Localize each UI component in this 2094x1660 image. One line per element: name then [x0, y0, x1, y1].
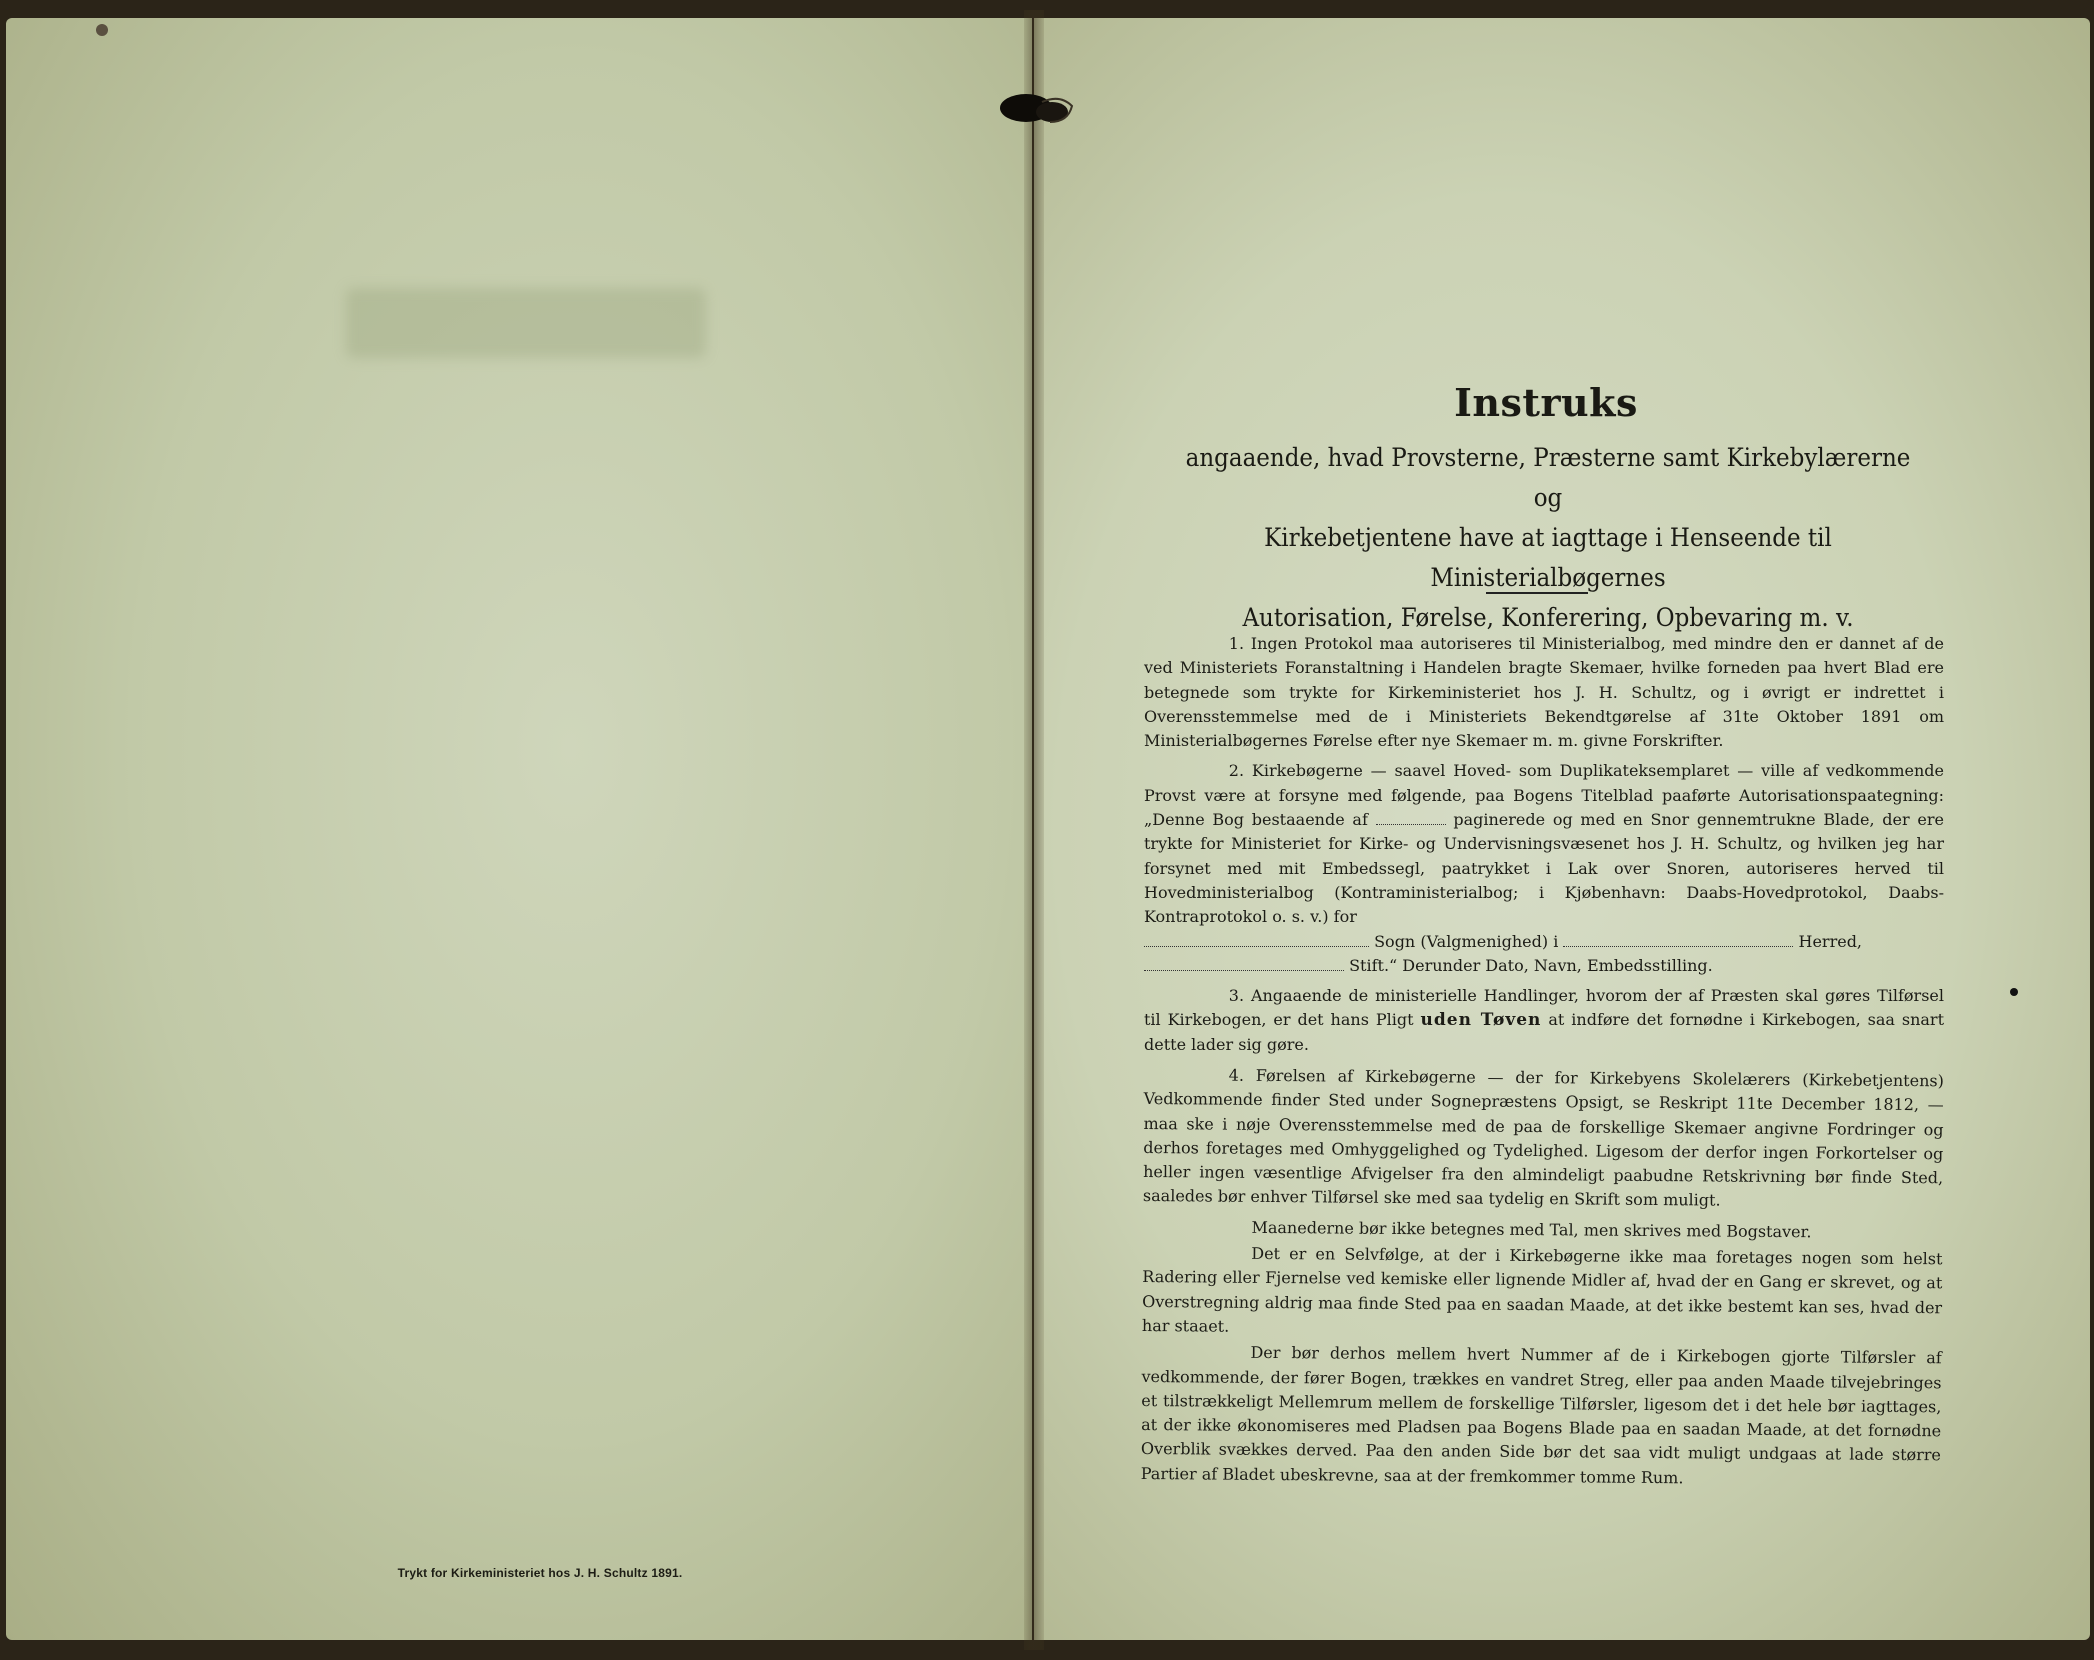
subtitle-line: Kirkebetjentene have at iagttage i Henseende til Ministerialbøgernes [1264, 523, 1832, 592]
ink-spot [2010, 988, 2018, 996]
blank-fill-line [1563, 933, 1793, 947]
lower-paragraphs [1141, 1063, 1944, 1492]
bleed-through-title [346, 288, 706, 358]
book-spine [1024, 10, 1044, 1650]
paragraph-2 [1144, 759, 1944, 978]
paragraph-3-part-b: at indføre det fornødne i Kirkebogen, saa snart dette lader sig gøre. [1144, 1010, 1945, 1054]
paragraph-3-part-a: 3. Angaaende de ministerielle Handlinger, hvorom der af Præsten skal gøres Tilførsel til Kirkebogen, er det hans Pligt [1144, 986, 1944, 1030]
paragraph-2-part-a: 2. Kirkebøgerne — saavel Hoved- som Duplikateksemplaret — ville af vedkommende Provst være at forsyne med følgende, paa Bogens Titelblad paaførte Autorisationspaategning: „Denne Bog bestaaende af [1144, 761, 1944, 830]
paragraph-7: Der bør derhos mellem hvert Nummer af de i Kirkebogen gjorte Tilførsler af vedkommende, der fører Bogen, trækkes en vandret Streg, eller paa anden Maade tilvejebringes et tilstrækkeligt Mellemrum mellem de forskellige Tilførsler, ligesom det i det hele bør iagttages, at der ikke økonomiseres med Pladsen paa Bogens Blade paa en saadan Maade, at det fornødne Overblik svækkes derved. Paa den anden Side bør det saa vidt muligt undgaas at lade større Partier af Bladet ubeskrevne, saa at der fremkommer tomme Rum. [1140, 1343, 1942, 1488]
instruction-body [1140, 632, 1945, 1488]
subtitle-line: angaaende, hvad Provsterne, Præsterne samt Kirkebylærerne og [1185, 443, 1911, 512]
paragraph-3 [1144, 984, 1944, 1057]
blank-fill-line [1144, 933, 1369, 947]
blank-fill-line [1376, 811, 1446, 825]
binding-hole-icon [998, 88, 1078, 130]
paragraph-5: Maanederne bør ikke betegnes med Tal, men skrives med Bogstaver. [1251, 1217, 1812, 1242]
left-page [6, 18, 1032, 1640]
blank-fill-line [1144, 957, 1344, 971]
paragraph-2-part-e: Stift.“ Derunder Dato, Navn, Embedsstilling. [1349, 955, 1713, 975]
paragraph-3-emphasis: uden Tøven [1420, 1010, 1542, 1031]
printer-note: Trykt for Kirkeministeriet hos J. H. Schultz 1891. [397, 1566, 683, 1580]
paragraph-1: 1. Ingen Protokol maa autoriseres til Ministerialbog, med mindre den er dannet af de ved Ministeriets Foranstaltning i Handelen bragte Skemaer, hvilke forneden paa hvert Blad ere betegnede som trykte for Kirkeministeriet hos J. H. Schultz, og i øvrigt er indrettet i Overensstemmelse med de i Ministeriets Bekendtgørelse af 31te Oktober 1891 om Ministerialbøgernes Førelse efter nye Skemaer m. m. givne Forskrifter. [1144, 634, 1944, 751]
ink-spot [96, 24, 108, 36]
paragraph-2-part-c: Sogn (Valgmenighed) i [1374, 931, 1559, 951]
document-subtitle [1173, 438, 1924, 638]
subtitle-line: Autorisation, Førelse, Konferering, Opbevaring m. v. [1242, 603, 1854, 632]
paragraph-4: 4. Førelsen af Kirkebøgerne — der for Kirkebyens Skolelærers (Kirkebetjentens) Vedkommende finder Sted under Sognepræstens Opsigt, se Reskript 11te December 1812, — maa ske i nøje Overensstemmelse med de paa de forskellige Skemaer angivne Fordringer og derhos foretages med Omhyggelighed og Tydelighed. Ligesom der derfor ingen Forkortelser og heller ingen væsentlige Afvigelser fra den almindeligt paabudne Retskrivning bør finde Sted, saaledes bør enhver Tilførsel ske med saa tydelig en Skrift som muligt. [1142, 1065, 1944, 1211]
paragraph-2-part-d: Herred, [1798, 931, 1863, 951]
document-title: Instruks [1454, 380, 1638, 425]
title-divider [1486, 592, 1588, 594]
paragraph-6: Det er en Selvfølge, at der i Kirkebøgerne ikke maa foretages nogen som helst Radering eller Fjernelse ved kemiske eller lignende Midler af, hvad der en Gang er skrevet, og at Overstregning aldrig maa finde Sted paa en saadan Maade, at det ikke bestemt kan ses, hvad der har staaet. [1141, 1243, 1943, 1336]
paragraph-2-part-b: paginerede og med en Snor gennemtrukne Blade, der ere trykte for Ministeriet for Kirke- og Undervisningsvæsenet hos J. H. Schultz, og hvilken jeg har forsynet med mit Embedssegl, paatrykket i Lak over Snoren, autoriseres herved til Hovedministerialbog (Kontraministerialbog; i Kjøbenhavn: Daabs-Hovedprotokol, Daabs-Kontraprotokol o. s. v.) for [1144, 810, 1944, 927]
